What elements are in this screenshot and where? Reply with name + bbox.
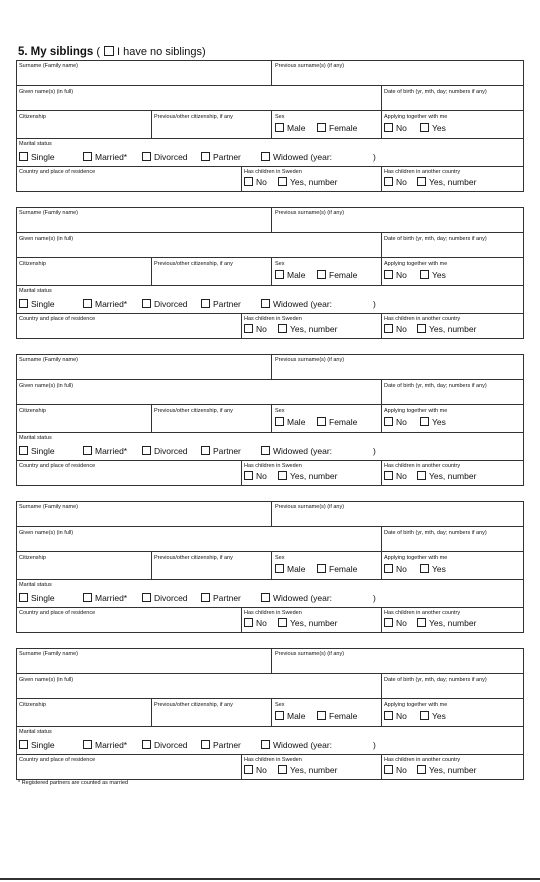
date-of-birth-field[interactable]: Date of birth (yr, mth, day; numbers if any) xyxy=(384,236,487,242)
children-other-yes-checkbox[interactable] xyxy=(417,471,426,480)
divorced-checkbox[interactable] xyxy=(142,299,151,308)
children-sweden-yes-checkbox[interactable] xyxy=(278,177,287,186)
children-other-yes-checkbox[interactable] xyxy=(417,177,426,186)
male-checkbox[interactable] xyxy=(275,711,284,720)
children-other-label: Has children in another country xyxy=(384,757,461,763)
marital-partner-option[interactable]: Partner xyxy=(201,299,241,309)
given-names-field[interactable]: Given name(s) (in full) xyxy=(19,89,74,95)
surname-field[interactable]: Surname (Family name) xyxy=(19,651,78,657)
citizenship-row xyxy=(16,552,524,580)
female-checkbox[interactable] xyxy=(317,564,326,573)
sex-label: Sex xyxy=(275,408,285,414)
children-other-yes-option[interactable]: Yes, number xyxy=(417,471,476,481)
widowed-close-paren: ) xyxy=(373,299,376,309)
residence-row xyxy=(16,461,524,486)
applying-together-label: Applying together with me xyxy=(384,408,448,414)
residence-row xyxy=(16,608,524,633)
marital-divorced-option[interactable]: Divorced xyxy=(142,152,188,162)
children-other-no-checkbox[interactable] xyxy=(384,324,393,333)
surname-field[interactable]: Surname (Family name) xyxy=(19,357,78,363)
marital-widowed-option[interactable]: Widowed (year: xyxy=(261,299,332,309)
applying-together-label: Applying together with me xyxy=(384,702,448,708)
date-of-birth-field[interactable]: Date of birth (yr, mth, day; numbers if any) xyxy=(384,89,487,95)
marital-widowed-option[interactable]: Widowed (year: xyxy=(261,446,332,456)
female-checkbox[interactable] xyxy=(317,417,326,426)
widowed-close-paren: ) xyxy=(373,740,376,750)
children-sweden-label: Has children in Sweden xyxy=(244,610,302,616)
children-sweden-no-option[interactable]: No xyxy=(244,471,267,481)
children-sweden-label: Has children in Sweden xyxy=(244,463,302,469)
sex-label: Sex xyxy=(275,261,285,267)
widowed-checkbox[interactable] xyxy=(261,446,270,455)
divorced-checkbox[interactable] xyxy=(142,152,151,161)
children-sweden-label: Has children in Sweden xyxy=(244,757,302,763)
children-other-yes-option[interactable]: Yes, number xyxy=(417,324,476,334)
sibling-block xyxy=(16,207,524,339)
applying-no-checkbox[interactable] xyxy=(384,564,393,573)
marital-status-row xyxy=(16,727,524,755)
previous-surnames-field[interactable]: Previous surname(s) (if any) xyxy=(275,504,345,510)
previous-surnames-field[interactable]: Previous surname(s) (if any) xyxy=(275,63,345,69)
applying-yes-checkbox[interactable] xyxy=(420,564,429,573)
applying-no-checkbox[interactable] xyxy=(384,417,393,426)
sex-male-option[interactable]: Male xyxy=(275,417,305,427)
children-sweden-no-checkbox[interactable] xyxy=(244,765,253,774)
date-of-birth-field[interactable]: Date of birth (yr, mth, day; numbers if any) xyxy=(384,677,487,683)
children-other-no-option[interactable]: No xyxy=(384,324,407,334)
sibling-block xyxy=(16,354,524,486)
sex-label: Sex xyxy=(275,702,285,708)
sibling-block xyxy=(16,648,524,780)
divorced-checkbox[interactable] xyxy=(142,740,151,749)
marital-divorced-option[interactable]: Divorced xyxy=(142,593,188,603)
country-residence-field[interactable]: Country and place of residence xyxy=(19,610,96,616)
widowed-checkbox[interactable] xyxy=(261,740,270,749)
widowed-close-paren: ) xyxy=(373,446,376,456)
marital-married-option[interactable]: Married* xyxy=(83,446,127,456)
surname-field[interactable]: Surname (Family name) xyxy=(19,504,78,510)
marital-single-option[interactable]: Single xyxy=(19,740,55,750)
partner-checkbox[interactable] xyxy=(201,446,210,455)
children-sweden-yes-option[interactable]: Yes, number xyxy=(278,177,337,187)
sex-female-option[interactable]: Female xyxy=(317,270,357,280)
marital-single-option[interactable]: Single xyxy=(19,593,55,603)
children-sweden-no-checkbox[interactable] xyxy=(244,324,253,333)
previous-citizenship-field[interactable]: Previous/other citizenship, if any xyxy=(154,702,233,708)
single-checkbox[interactable] xyxy=(19,593,28,602)
given-names-row xyxy=(16,674,524,699)
marital-divorced-option[interactable]: Divorced xyxy=(142,446,188,456)
marital-partner-option[interactable]: Partner xyxy=(201,593,241,603)
country-residence-field[interactable]: Country and place of residence xyxy=(19,757,96,763)
female-checkbox[interactable] xyxy=(317,123,326,132)
applying-yes-checkbox[interactable] xyxy=(420,417,429,426)
section-header xyxy=(18,45,206,59)
surname-row xyxy=(16,501,524,527)
given-names-row xyxy=(16,233,524,258)
section-title: My siblings xyxy=(30,46,94,58)
marital-married-option[interactable]: Married* xyxy=(83,593,127,603)
applying-no-checkbox[interactable] xyxy=(384,123,393,132)
sex-female-option[interactable]: Female xyxy=(317,564,357,574)
date-of-birth-field[interactable]: Date of birth (yr, mth, day; numbers if any) xyxy=(384,383,487,389)
given-names-field[interactable]: Given name(s) (in full) xyxy=(19,383,74,389)
citizenship-field[interactable]: Citizenship xyxy=(19,261,46,267)
children-sweden-no-checkbox[interactable] xyxy=(244,471,253,480)
married-checkbox[interactable] xyxy=(83,446,92,455)
children-other-label: Has children in another country xyxy=(384,610,461,616)
applying-no-option[interactable]: No xyxy=(384,270,407,280)
surname-field[interactable]: Surname (Family name) xyxy=(19,210,78,216)
female-checkbox[interactable] xyxy=(317,270,326,279)
children-other-no-checkbox[interactable] xyxy=(384,471,393,480)
marital-widowed-option[interactable]: Widowed (year: xyxy=(261,593,332,603)
marital-status-row xyxy=(16,286,524,314)
children-other-yes-checkbox[interactable] xyxy=(417,324,426,333)
sex-female-option[interactable]: Female xyxy=(317,123,357,133)
no-siblings-checkbox[interactable] xyxy=(104,46,114,56)
children-other-no-option[interactable]: No xyxy=(384,177,407,187)
children-other-label: Has children in another country xyxy=(384,316,461,322)
citizenship-field[interactable]: Citizenship xyxy=(19,702,46,708)
citizenship-field[interactable]: Citizenship xyxy=(19,555,46,561)
marital-partner-option[interactable]: Partner xyxy=(201,740,241,750)
partner-checkbox[interactable] xyxy=(201,299,210,308)
widowed-checkbox[interactable] xyxy=(261,593,270,602)
sex-label: Sex xyxy=(275,555,285,561)
applying-yes-checkbox[interactable] xyxy=(420,270,429,279)
marital-partner-option[interactable]: Partner xyxy=(201,152,241,162)
married-checkbox[interactable] xyxy=(83,152,92,161)
applying-yes-checkbox[interactable] xyxy=(420,711,429,720)
applying-yes-option[interactable]: Yes xyxy=(420,123,446,133)
children-sweden-no-checkbox[interactable] xyxy=(244,177,253,186)
sibling-block xyxy=(16,501,524,633)
surname-row xyxy=(16,207,524,233)
page-bottom-rule xyxy=(0,878,540,880)
single-checkbox[interactable] xyxy=(19,446,28,455)
previous-citizenship-field[interactable]: Previous/other citizenship, if any xyxy=(154,114,233,120)
citizenship-field[interactable]: Citizenship xyxy=(19,114,46,120)
section-number: 5. xyxy=(18,46,28,58)
children-sweden-no-option[interactable]: No xyxy=(244,765,267,775)
citizenship-row xyxy=(16,258,524,286)
given-names-field[interactable]: Given name(s) (in full) xyxy=(19,530,74,536)
citizenship-field[interactable]: Citizenship xyxy=(19,408,46,414)
female-checkbox[interactable] xyxy=(317,711,326,720)
partner-checkbox[interactable] xyxy=(201,593,210,602)
married-checkbox[interactable] xyxy=(83,740,92,749)
applying-no-option[interactable]: No xyxy=(384,711,407,721)
marital-widowed-option[interactable]: Widowed (year: xyxy=(261,740,332,750)
residence-row xyxy=(16,755,524,780)
previous-surnames-field[interactable]: Previous surname(s) (if any) xyxy=(275,210,345,216)
previous-citizenship-field[interactable]: Previous/other citizenship, if any xyxy=(154,408,233,414)
single-checkbox[interactable] xyxy=(19,152,28,161)
partner-checkbox[interactable] xyxy=(201,740,210,749)
divorced-checkbox[interactable] xyxy=(142,446,151,455)
no-siblings-label: I have no siblings) xyxy=(117,46,206,58)
married-checkbox[interactable] xyxy=(83,299,92,308)
divorced-checkbox[interactable] xyxy=(142,593,151,602)
given-names-row xyxy=(16,86,524,111)
marital-widowed-option[interactable]: Widowed (year: xyxy=(261,152,332,162)
children-other-label: Has children in another country xyxy=(384,463,461,469)
open-paren: ( xyxy=(96,46,101,58)
applying-no-option[interactable]: No xyxy=(384,123,407,133)
widowed-close-paren: ) xyxy=(373,593,376,603)
residence-row xyxy=(16,314,524,339)
marital-single-option[interactable]: Single xyxy=(19,152,55,162)
children-sweden-yes-checkbox[interactable] xyxy=(278,765,287,774)
marital-married-option[interactable]: Married* xyxy=(83,740,127,750)
surname-row xyxy=(16,60,524,86)
marital-status-row xyxy=(16,139,524,167)
previous-citizenship-field[interactable]: Previous/other citizenship, if any xyxy=(154,261,233,267)
applying-yes-option[interactable]: Yes xyxy=(420,417,446,427)
sex-male-option[interactable]: Male xyxy=(275,123,305,133)
children-other-no-checkbox[interactable] xyxy=(384,618,393,627)
male-checkbox[interactable] xyxy=(275,123,284,132)
children-other-yes-option[interactable]: Yes, number xyxy=(417,177,476,187)
applying-yes-option[interactable]: Yes xyxy=(420,270,446,280)
marital-status-label: Marital status xyxy=(19,141,52,147)
marital-divorced-option[interactable]: Divorced xyxy=(142,740,188,750)
marital-single-option[interactable]: Single xyxy=(19,446,55,456)
widowed-checkbox[interactable] xyxy=(261,299,270,308)
children-sweden-no-option[interactable]: No xyxy=(244,618,267,628)
children-sweden-yes-option[interactable]: Yes, number xyxy=(278,765,337,775)
sex-male-option[interactable]: Male xyxy=(275,711,305,721)
given-names-field[interactable]: Given name(s) (in full) xyxy=(19,236,74,242)
children-sweden-no-option[interactable]: No xyxy=(244,177,267,187)
marital-status-label: Marital status xyxy=(19,582,52,588)
applying-no-checkbox[interactable] xyxy=(384,711,393,720)
sex-male-option[interactable]: Male xyxy=(275,270,305,280)
marital-divorced-option[interactable]: Divorced xyxy=(142,299,188,309)
children-sweden-yes-option[interactable]: Yes, number xyxy=(278,471,337,481)
footnote: * Registered partners are counted as married xyxy=(18,780,129,786)
country-residence-field[interactable]: Country and place of residence xyxy=(19,169,96,175)
children-other-no-checkbox[interactable] xyxy=(384,177,393,186)
applying-yes-checkbox[interactable] xyxy=(420,123,429,132)
widowed-close-paren: ) xyxy=(373,152,376,162)
children-sweden-no-checkbox[interactable] xyxy=(244,618,253,627)
children-sweden-yes-option[interactable]: Yes, number xyxy=(278,324,337,334)
marital-status-row xyxy=(16,580,524,608)
previous-surnames-field[interactable]: Previous surname(s) (if any) xyxy=(275,651,345,657)
marital-married-option[interactable]: Married* xyxy=(83,152,127,162)
children-other-yes-checkbox[interactable] xyxy=(417,765,426,774)
children-other-yes-option[interactable]: Yes, number xyxy=(417,765,476,775)
widowed-checkbox[interactable] xyxy=(261,152,270,161)
sex-female-option[interactable]: Female xyxy=(317,711,357,721)
sex-female-option[interactable]: Female xyxy=(317,417,357,427)
applying-together-label: Applying together with me xyxy=(384,555,448,561)
children-sweden-yes-checkbox[interactable] xyxy=(278,324,287,333)
children-other-yes-checkbox[interactable] xyxy=(417,618,426,627)
sex-male-option[interactable]: Male xyxy=(275,564,305,574)
residence-row xyxy=(16,167,524,192)
children-sweden-yes-checkbox[interactable] xyxy=(278,618,287,627)
country-residence-field[interactable]: Country and place of residence xyxy=(19,316,96,322)
given-names-row xyxy=(16,380,524,405)
previous-surnames-field[interactable]: Previous surname(s) (if any) xyxy=(275,357,345,363)
marital-married-option[interactable]: Married* xyxy=(83,299,127,309)
marital-status-label: Marital status xyxy=(19,435,52,441)
citizenship-row xyxy=(16,699,524,727)
applying-together-label: Applying together with me xyxy=(384,114,448,120)
applying-together-label: Applying together with me xyxy=(384,261,448,267)
country-residence-field[interactable]: Country and place of residence xyxy=(19,463,96,469)
male-checkbox[interactable] xyxy=(275,270,284,279)
children-sweden-label: Has children in Sweden xyxy=(244,169,302,175)
surname-row xyxy=(16,354,524,380)
children-other-no-option[interactable]: No xyxy=(384,765,407,775)
children-other-no-option[interactable]: No xyxy=(384,471,407,481)
sex-label: Sex xyxy=(275,114,285,120)
citizenship-row xyxy=(16,111,524,139)
applying-yes-option[interactable]: Yes xyxy=(420,564,446,574)
male-checkbox[interactable] xyxy=(275,417,284,426)
children-other-label: Has children in another country xyxy=(384,169,461,175)
children-sweden-yes-option[interactable]: Yes, number xyxy=(278,618,337,628)
applying-no-option[interactable]: No xyxy=(384,564,407,574)
given-names-row xyxy=(16,527,524,552)
sibling-block xyxy=(16,60,524,192)
citizenship-row xyxy=(16,405,524,433)
single-checkbox[interactable] xyxy=(19,299,28,308)
applying-yes-option[interactable]: Yes xyxy=(420,711,446,721)
date-of-birth-field[interactable]: Date of birth (yr, mth, day; numbers if any) xyxy=(384,530,487,536)
surname-row xyxy=(16,648,524,674)
children-sweden-label: Has children in Sweden xyxy=(244,316,302,322)
marital-status-label: Marital status xyxy=(19,729,52,735)
marital-status-label: Marital status xyxy=(19,288,52,294)
applying-no-checkbox[interactable] xyxy=(384,270,393,279)
married-checkbox[interactable] xyxy=(83,593,92,602)
partner-checkbox[interactable] xyxy=(201,152,210,161)
male-checkbox[interactable] xyxy=(275,564,284,573)
marital-partner-option[interactable]: Partner xyxy=(201,446,241,456)
surname-field[interactable]: Surname (Family name) xyxy=(19,63,78,69)
children-sweden-no-option[interactable]: No xyxy=(244,324,267,334)
children-other-no-option[interactable]: No xyxy=(384,618,407,628)
children-sweden-yes-checkbox[interactable] xyxy=(278,471,287,480)
children-other-no-checkbox[interactable] xyxy=(384,765,393,774)
applying-no-option[interactable]: No xyxy=(384,417,407,427)
marital-status-row xyxy=(16,433,524,461)
marital-single-option[interactable]: Single xyxy=(19,299,55,309)
children-other-yes-option[interactable]: Yes, number xyxy=(417,618,476,628)
given-names-field[interactable]: Given name(s) (in full) xyxy=(19,677,74,683)
previous-citizenship-field[interactable]: Previous/other citizenship, if any xyxy=(154,555,233,561)
single-checkbox[interactable] xyxy=(19,740,28,749)
